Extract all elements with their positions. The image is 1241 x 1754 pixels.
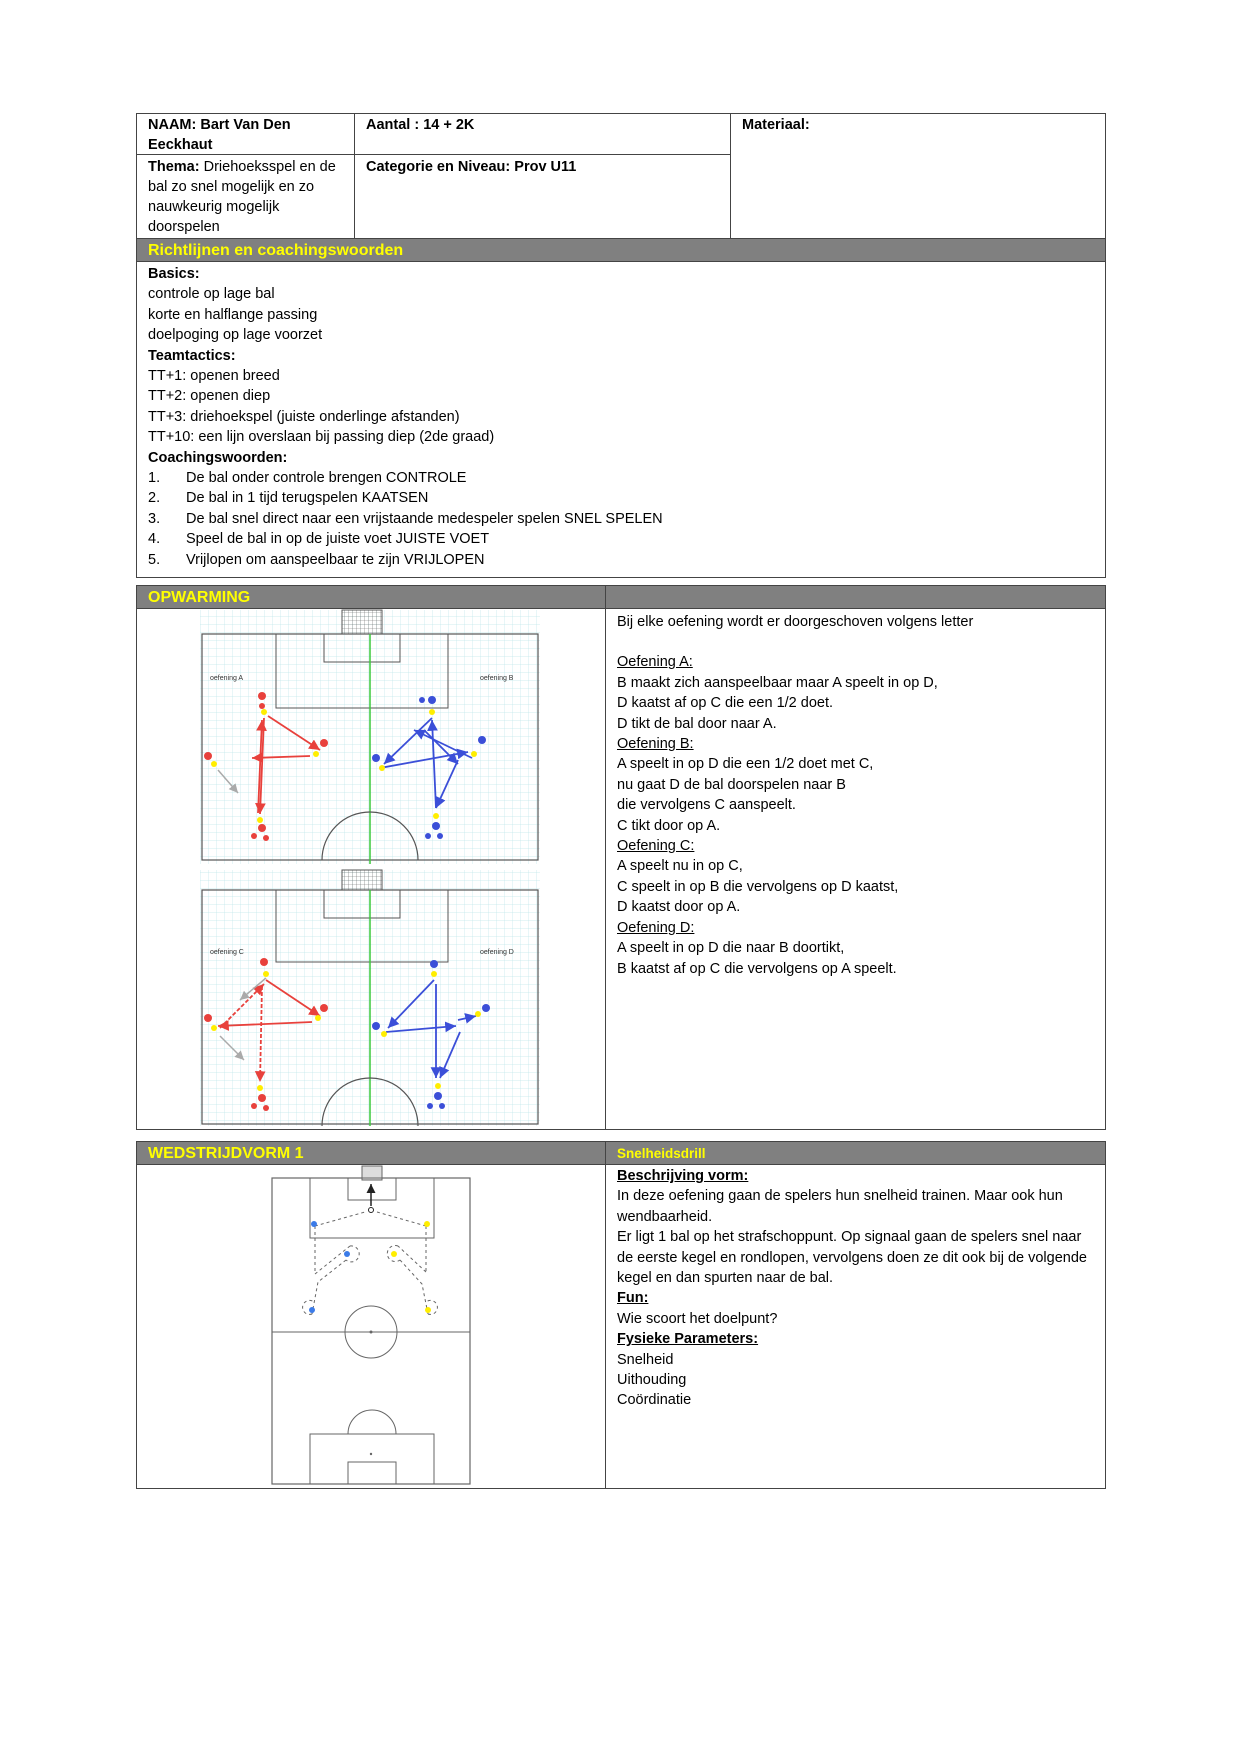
categorie-cell: [355, 155, 730, 179]
fysiek-item: Snelheid: [617, 1351, 674, 1368]
fysiek-title: Fysieke Parameters:: [617, 1331, 759, 1348]
teamtactics-item: TT+3: driehoekspel (juiste onderlinge afstanden): [148, 408, 460, 425]
fysiek-item: Uithouding: [617, 1372, 687, 1389]
coaching-item: 2. De bal in 1 tijd terugspelen KAATSEN: [148, 490, 429, 507]
snelheidsdrill-diagram: [270, 1164, 474, 1486]
thema-cell: [137, 155, 354, 239]
naam-label: NAAM:: [148, 117, 197, 133]
fysiek-item: Coördinatie: [617, 1392, 692, 1409]
opwarming-divider: [605, 608, 606, 1130]
aantal-cell: [355, 113, 730, 137]
diagram-label-d: oefening D: [480, 949, 514, 956]
oefening-b-title: Oefening B:: [617, 736, 694, 753]
naam-cell: [137, 113, 354, 157]
teamtactics-title: Teamtactics:: [148, 347, 236, 364]
wedstrijdvorm-text: [617, 1166, 1097, 1411]
wedstrijdvorm-header: WEDSTRIJDVORM 1: [136, 1141, 606, 1165]
teamtactics-item: TT+1: openen breed: [148, 368, 280, 385]
opwarming-header-right: [605, 585, 1106, 609]
coaching-item: 4. Speel de bal in op de juiste voet JUISTE VOET: [148, 531, 490, 548]
oefening-line: A speelt nu in op C,: [617, 858, 743, 875]
field-top: [200, 610, 540, 864]
diagram-label-b: oefening B: [480, 675, 514, 682]
basics-title: Basics:: [148, 266, 200, 282]
basics-item: controle op lage bal: [148, 286, 275, 303]
opwarming-intro: Bij elke oefening wordt er doorgeschoven volgens letter: [617, 614, 974, 630]
oefening-line: B kaatst af op C die vervolgens op A speelt.: [617, 960, 897, 977]
diagram-label-c: oefening C: [210, 949, 244, 956]
oefening-line: D kaatst door op A.: [617, 899, 741, 916]
oefening-line: D tikt de bal door naar A.: [617, 715, 777, 732]
coaching-title: Coachingswoorden:: [148, 449, 288, 466]
thema-label: Thema:: [148, 159, 200, 175]
oefening-line: D kaatst af op C die een 1/2 doet.: [617, 695, 834, 712]
naam-value: Bart Van Den Eeckhaut: [148, 117, 291, 153]
oefening-c-title: Oefening C:: [617, 838, 695, 855]
oefening-line: B maakt zich aanspeelbaar maar A speelt in op D,: [617, 674, 938, 691]
oefening-line: die vervolgens C aanspeelt.: [617, 797, 796, 814]
thema-value: Driehoeksspel en de bal zo snel mogelijk en zo nauwkeurig mogelijk doorspelen: [148, 159, 336, 235]
beschrijving-text: In deze oefening gaan de spelers hun snelheid trainen. Maar ook hun wendbaarheid.: [617, 1188, 1063, 1225]
teamtactics-item: TT+2: openen diep: [148, 388, 271, 405]
beschrijving-text: Er ligt 1 bal op het strafschoppunt. Op signaal gaan de spelers snel naar de eerste kegel en rondlopen, vervolgens doen ze dit ook bij de volgende kegel en dan spurten naar de bal.: [617, 1229, 1087, 1287]
materiaal-cell: [731, 113, 1105, 137]
materiaal-label: Materiaal:: [742, 117, 810, 133]
coaching-item: 1. De bal onder controle brengen CONTROLE: [148, 470, 467, 487]
teamtactics-item: TT+10: een lijn overslaan bij passing diep (2de graad): [148, 429, 495, 446]
opwarming-header: OPWARMING: [136, 585, 606, 609]
richtlijnen-content: [148, 264, 1088, 570]
oefening-line: A speelt in op D die een 1/2 doet met C,: [617, 756, 874, 773]
aantal-label: Aantal :: [366, 117, 420, 133]
basics-item: korte en halflange passing: [148, 306, 318, 323]
oefening-line: A speelt in op D die naar B doortikt,: [617, 940, 845, 957]
oefening-d-title: Oefening D:: [617, 919, 695, 936]
fun-title: Fun:: [617, 1290, 649, 1307]
aantal-value: 14 + 2K: [423, 117, 475, 133]
coaching-item: 3. De bal snel direct naar een vrijstaande medespeler spelen SNEL SPELEN: [148, 510, 663, 527]
opwarming-diagram: [200, 608, 540, 1128]
beschrijving-title: Beschrijving vorm:: [617, 1168, 749, 1184]
opwarming-text: [617, 612, 1097, 979]
categorie-label: Categorie en Niveau:: [366, 159, 511, 175]
richtlijnen-header: Richtlijnen en coachingswoorden: [136, 238, 1106, 262]
oefening-line: C tikt door op A.: [617, 817, 721, 834]
field-bottom: [200, 870, 540, 1126]
oefening-a-title: Oefening A:: [617, 654, 693, 671]
oefening-line: C speelt in op B die vervolgens op D kaatst,: [617, 878, 899, 895]
diagram-label-a: oefening A: [210, 675, 244, 682]
wedstrijdvorm-divider: [605, 1164, 606, 1489]
fun-text: Wie scoort het doelpunt?: [617, 1310, 778, 1327]
basics-item: doelpoging op lage voorzet: [148, 327, 323, 344]
oefening-line: nu gaat D de bal doorspelen naar B: [617, 776, 846, 793]
categorie-value: Prov U11: [514, 159, 577, 175]
wedstrijdvorm-subtitle: Snelheidsdrill: [605, 1141, 1106, 1165]
coaching-item: 5. Vrijlopen om aanspeelbaar te zijn VRIJLOPEN: [148, 551, 485, 568]
